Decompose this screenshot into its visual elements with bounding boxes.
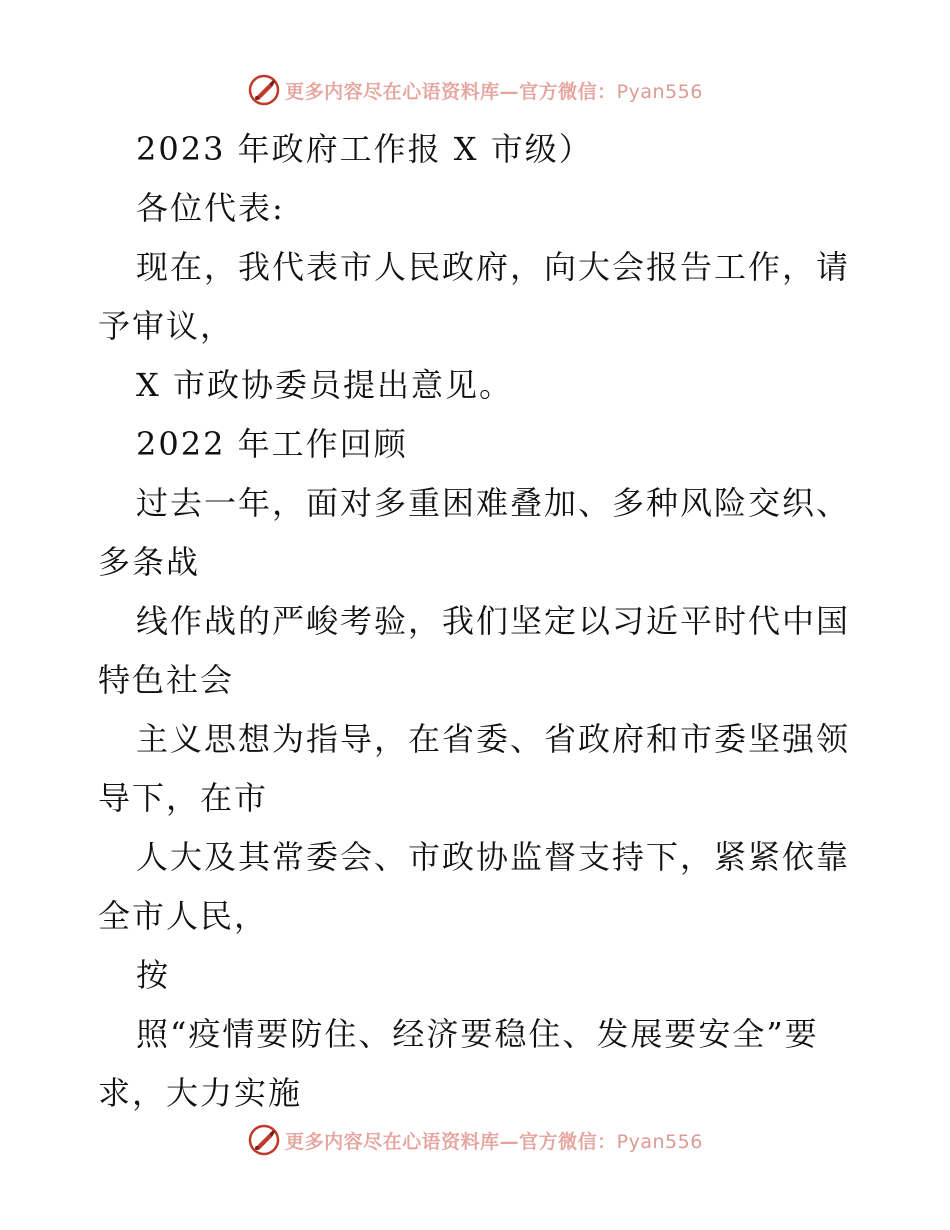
document-body (98, 120, 858, 1123)
pen-logo-icon (247, 1123, 281, 1157)
text-line: 现在，我代表市人民政府，向大会报告工作，请 (136, 248, 851, 286)
text-line: 导下，在市 (98, 779, 269, 817)
text-line: 多条战 (98, 543, 201, 581)
text-line: 求，大力实施 (98, 1074, 303, 1112)
text-line: X 市政协委员提出意见。 (136, 366, 513, 404)
text-line: 全市人民， (98, 897, 269, 935)
pen-logo-icon (247, 73, 281, 107)
text-line: 人大及其常委会、市政协监督支持下，紧紧依靠 (136, 838, 851, 876)
watermark-text: 更多内容尽在心语资料库—官方微信：Pyan556 (285, 80, 703, 103)
text-line: 予审议， (98, 307, 235, 345)
text-line: 2023 年政府工作报 X 市级） (136, 130, 593, 168)
watermark-text: 更多内容尽在心语资料库—官方微信：Pyan556 (285, 1130, 703, 1153)
watermark-footer (0, 1120, 950, 1160)
text-line: 特色社会 (98, 661, 235, 699)
watermark-header (0, 70, 950, 110)
text-line: 按 (136, 956, 171, 994)
text-line: 各位代表: (136, 189, 285, 227)
text-line: 照“疫情要防住、经济要稳住、发展要安全”要 (136, 1015, 819, 1053)
section-heading: 2022 年工作回顾 (136, 425, 408, 463)
text-line: 线作战的严峻考验，我们坚定以习近平时代中国 (136, 602, 851, 640)
text-line: 主义思想为指导，在省委、省政府和市委坚强领 (136, 720, 851, 758)
text-line: 过去一年，面对多重困难叠加、多种风险交织、 (136, 484, 851, 522)
